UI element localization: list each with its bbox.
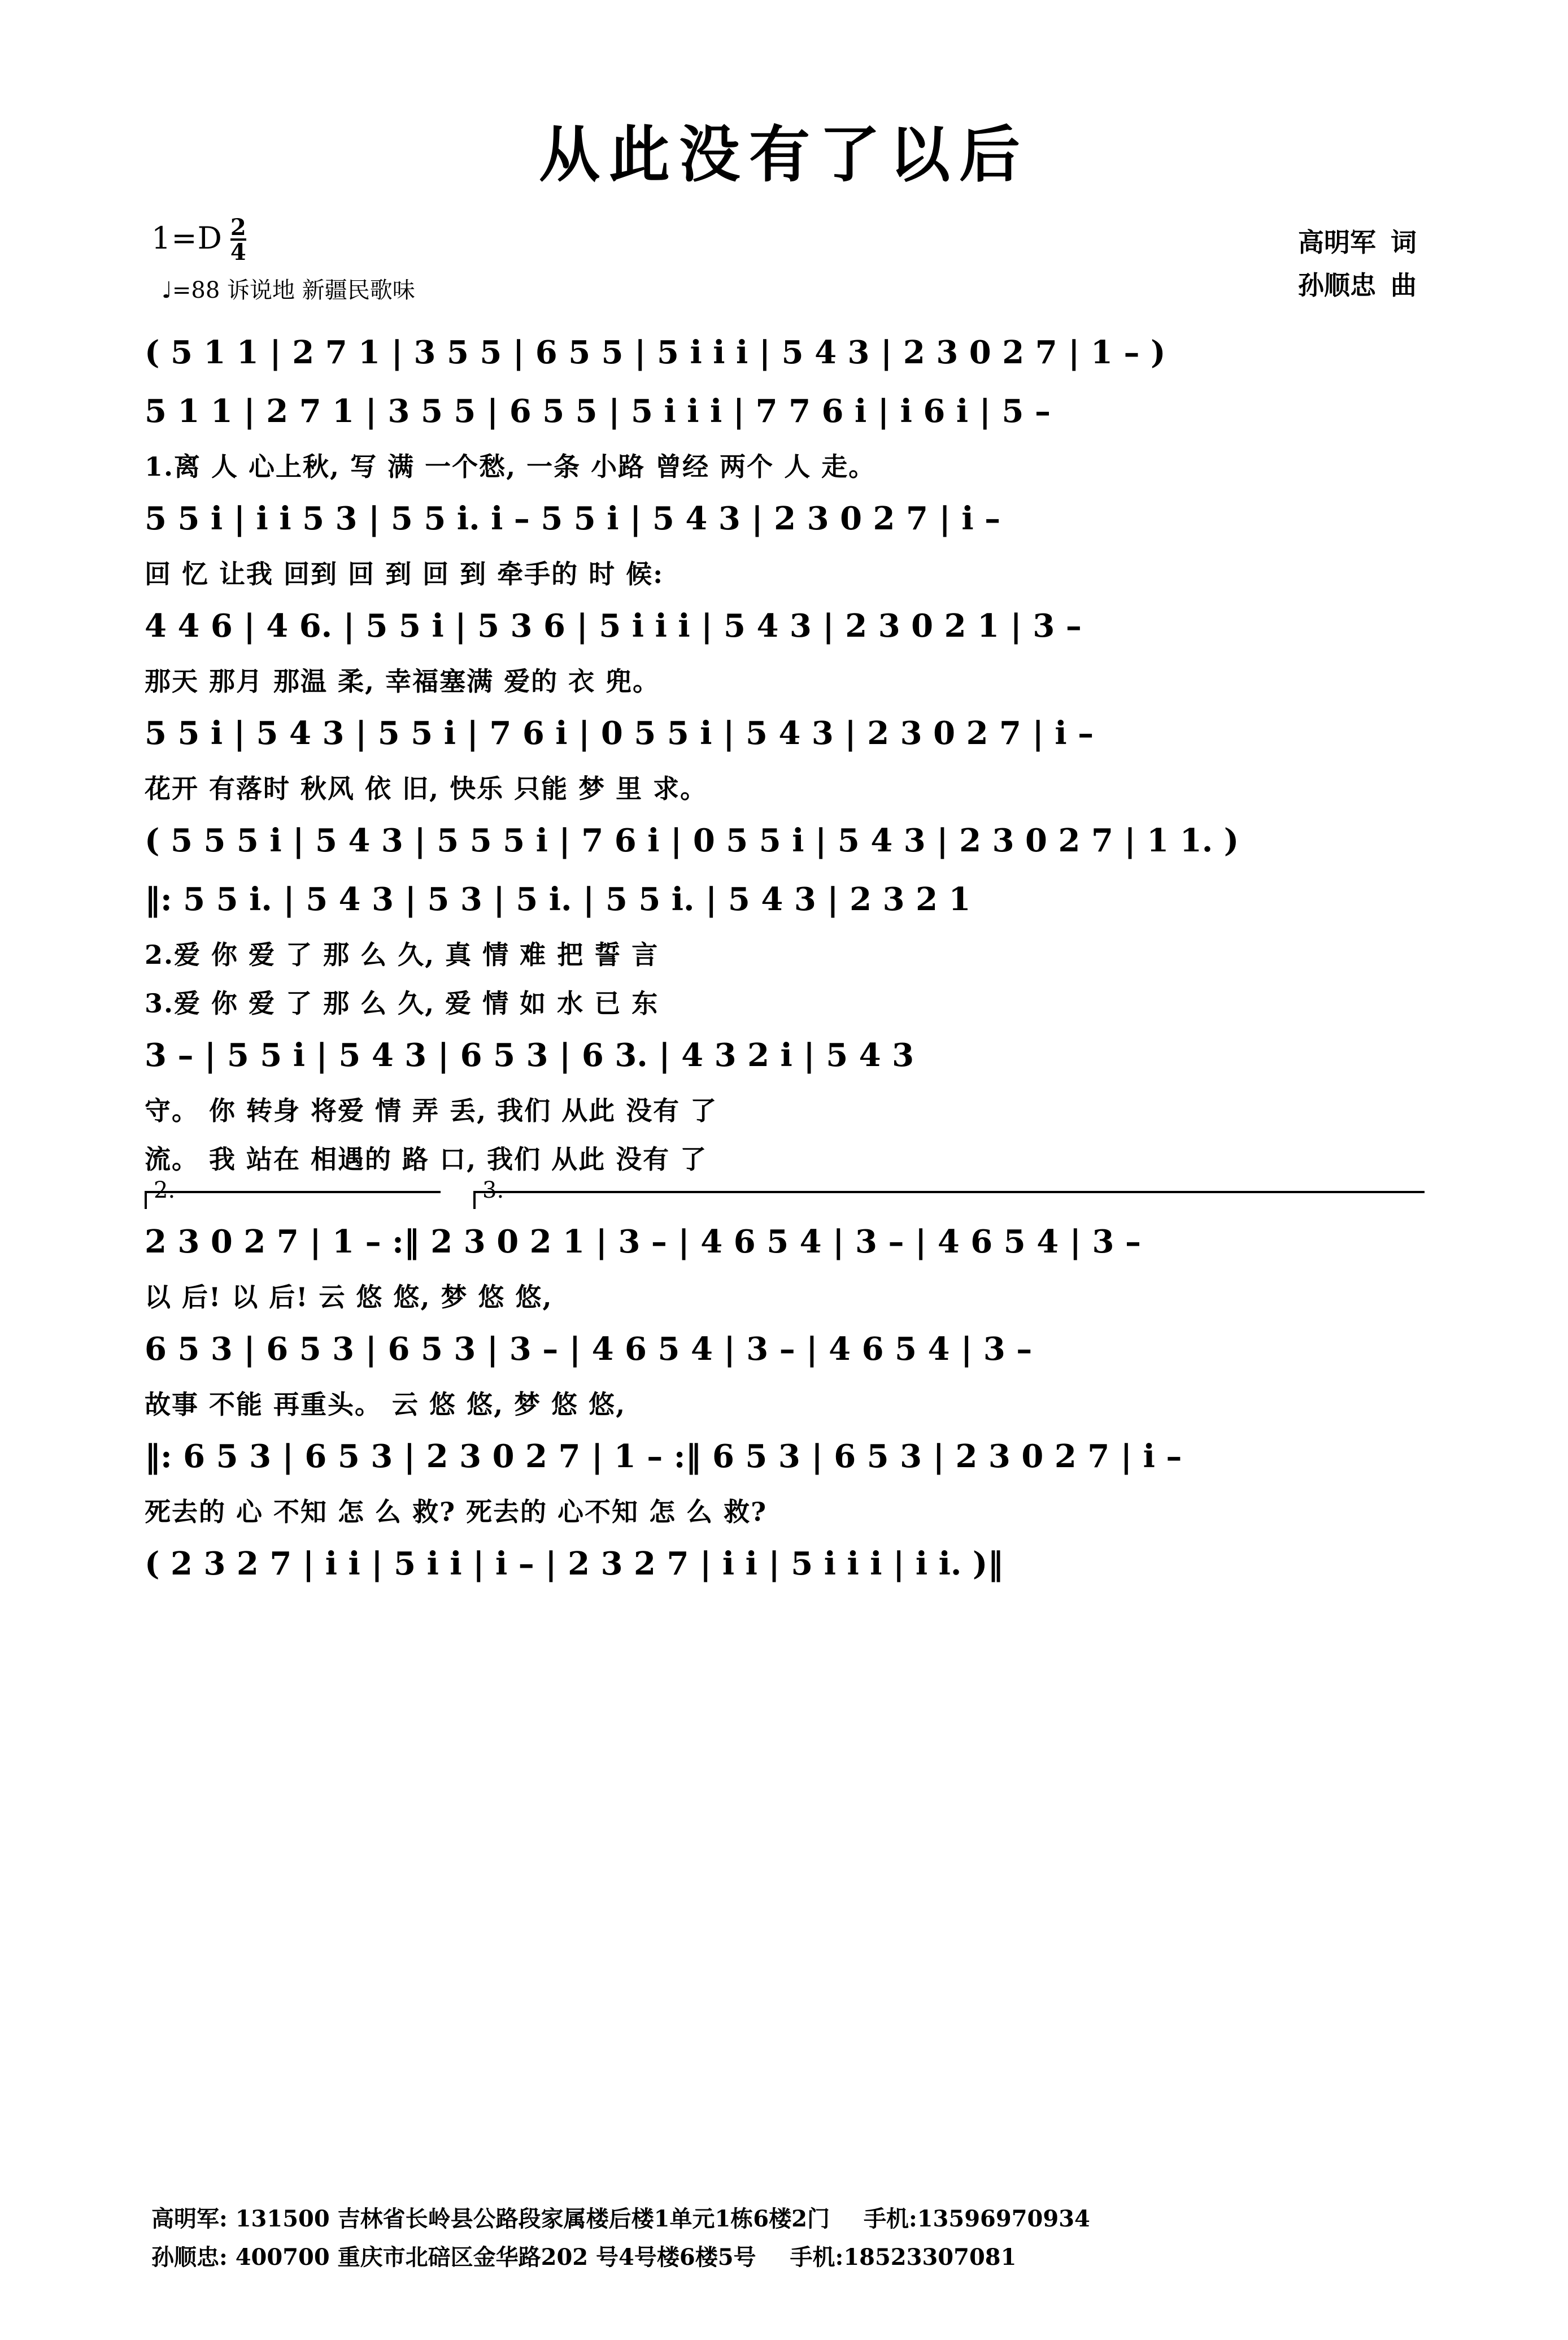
page-title: 从此没有了以后 (538, 119, 1029, 190)
music-systems (134, 323, 1434, 1593)
credits (1298, 221, 1417, 307)
contact2-phone: 18523307081 (843, 2244, 1017, 2271)
meter-numerator: 2 (230, 214, 246, 241)
lyric-line: 那天 那月 那温 柔, 幸福塞满 爱的 衣 兜。 (145, 666, 660, 697)
meter-denominator: 4 (230, 238, 246, 266)
key-signature (151, 214, 246, 267)
lyricist-name: 高明军 (1298, 227, 1376, 258)
tempo-marking (162, 272, 415, 305)
notation-line-coda: ( 2 3 2 7 | i i | 5 i i | i – | 2 3 2 7 | i i | 5 i i i | i i. )‖ (145, 1545, 1004, 1582)
lyric-line: 回 忆 让我 回到 回 到 回 到 牵手的 时 候: (145, 558, 664, 589)
composer-name: 孙顺忠 (1298, 269, 1376, 301)
notation-line: 6 5 3 | 6 5 3 | 6 5 3 | 3 – | 4 6 5 4 | 3 – | 4 6 5 4 | 3 – (145, 1330, 1033, 1368)
notation-line: 5 1 1 | 2 7 1 | 3 5 5 | 6 5 5 | 5 i i i | 7 7 6 i | i 6 i | 5 – (145, 392, 1051, 430)
lyric-line-verse3: 流。 我 站在 相遇的 路 口, 我们 从此 没有 了 (145, 1143, 708, 1175)
time-signature (230, 214, 246, 266)
notation-line: ( 5 5 5 i | 5 4 3 | 5 5 5 i | 7 6 i | 0 5 5 i | 5 4 3 | 2 3 0 2 7 | 1 1. ) (145, 821, 1239, 859)
footer-line-1 (151, 2200, 1090, 2238)
notation-line: 4 4 6 | 4 6. | 5 5 i | 5 3 6 | 5 i i i | 5 4 3 | 2 3 0 2 1 | 3 – (145, 607, 1082, 645)
lyric-line: 故事 不能 再重头。 云 悠 悠, 梦 悠 悠, (145, 1389, 626, 1420)
contact1-address: 131500 吉林省长岭县公路段家属楼后楼1单元1栋6楼2门 (235, 2206, 830, 2232)
volta-label-2: 2. (154, 1177, 176, 1203)
notation-line-repeat-start: ‖: 5 5 i. | 5 4 3 | 5 3 | 5 i. | 5 5 i. | 5 4 3 | 2 3 2 1 (145, 880, 971, 918)
footer-contact (151, 2200, 1090, 2277)
footer-line-2 (151, 2238, 1090, 2277)
lyricist-role: 词 (1391, 227, 1417, 258)
composer-role: 曲 (1391, 269, 1417, 301)
contact2-address: 400700 重庆市北碚区金华路202 号4号楼6楼5号 (235, 2244, 756, 2271)
contact1-phone: 13596970934 (917, 2206, 1090, 2232)
quarter-note-icon: ♩ (162, 277, 172, 303)
volta-brackets (134, 1177, 1434, 1212)
lyric-line: 1.离 人 心上秋, 写 满 一个愁, 一条 小路 曾经 两个 人 走。 (145, 451, 876, 482)
notation-line: 5 5 i | i i 5 3 | 5 5 i. i – 5 5 i | 5 4 3 | 2 3 0 2 7 | i – (145, 499, 1001, 537)
lyric-line: 死去的 心 不知 怎 么 救? 死去的 心不知 怎 么 救? (145, 1496, 768, 1527)
sheet-music-page (0, 121, 1568, 2340)
notation-line: 3 – | 5 5 i | 5 4 3 | 6 5 3 | 6 3. | 4 3 2 i | 5 4 3 (145, 1036, 914, 1074)
contact2-name: 孙顺忠: (151, 2244, 228, 2271)
tempo-text: =88 诉说地 新疆民歌味 (172, 277, 415, 303)
header-info (0, 210, 1568, 323)
notation-line: ( 5 1 1 | 2 7 1 | 3 5 5 | 6 5 5 | 5 i i i | 5 4 3 | 2 3 0 2 7 | 1 – ) (145, 333, 1166, 371)
lyricist-credit (1298, 221, 1417, 264)
notation-line: 5 5 i | 5 4 3 | 5 5 i | 7 6 i | 0 5 5 i | 5 4 3 | 2 3 0 2 7 | i – (145, 714, 1094, 752)
volta-label-3: 3. (482, 1177, 504, 1203)
lyric-line-verse2: 2.爱 你 爱 了 那 么 久, 真 情 难 把 誓 言 (145, 939, 659, 970)
contact1-phone-label: 手机: (863, 2206, 917, 2232)
notation-line: 2 3 0 2 7 | 1 – :‖ 2 3 0 2 1 | 3 – | 4 6 5 4 | 3 – | 4 6 5 4 | 3 – (145, 1223, 1141, 1260)
notation-line-repeat: ‖: 6 5 3 | 6 5 3 | 2 3 0 2 7 | 1 – :‖ 6 5 3 | 6 5 3 | 2 3 0 2 7 | i – (145, 1437, 1182, 1475)
lyric-line: 花开 有落时 秋风 依 旧, 快乐 只能 梦 里 求。 (145, 773, 708, 804)
lyric-line: 以 后! 以 后! 云 悠 悠, 梦 悠 悠, (145, 1281, 553, 1312)
lyric-line-verse3: 3.爱 你 爱 了 那 么 久, 爱 情 如 水 已 东 (145, 988, 659, 1019)
contact2-phone-label: 手机: (790, 2244, 844, 2271)
lyric-line-verse2: 守。 你 转身 将爱 情 弄 丢, 我们 从此 没有 了 (145, 1095, 718, 1126)
composer-credit (1298, 264, 1417, 307)
contact1-name: 高明军: (151, 2206, 228, 2232)
key-text: 1=D (151, 220, 223, 256)
